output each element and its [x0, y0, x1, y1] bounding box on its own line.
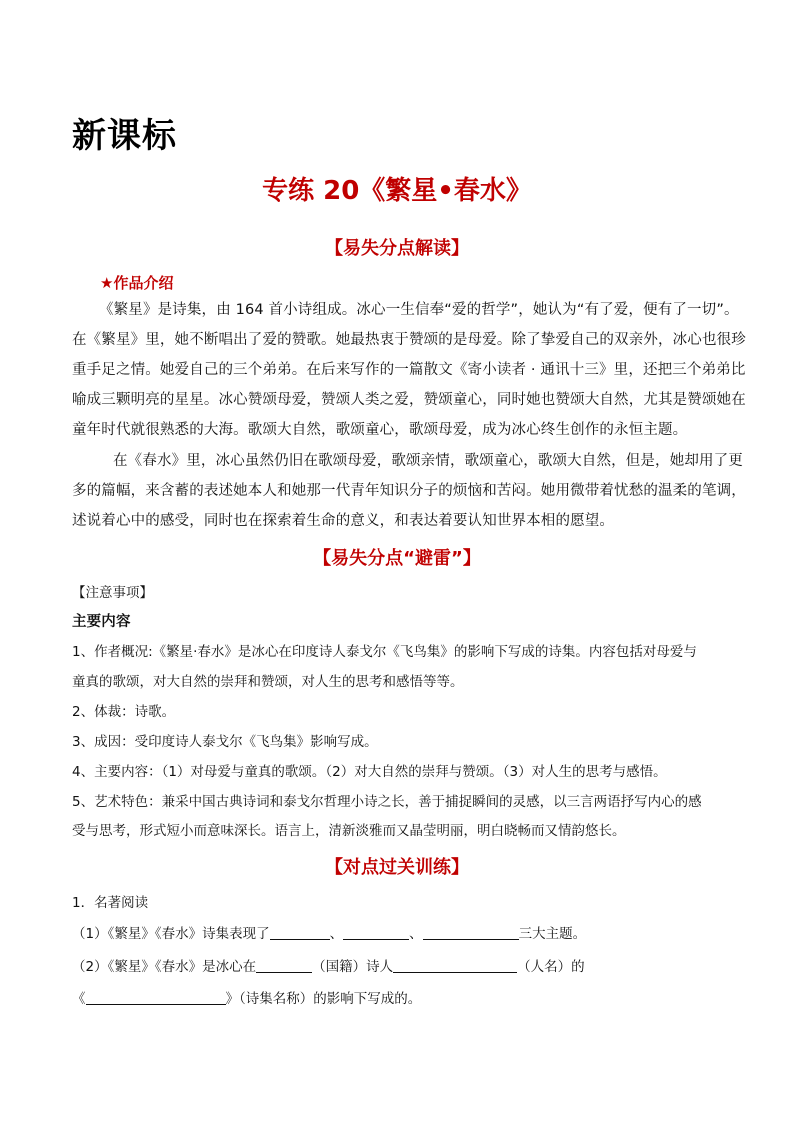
answer-blank[interactable]	[86, 990, 226, 1005]
list-item: 2、体裁：诗歌。	[72, 704, 176, 720]
paragraph-line: 《繁星》是诗集，由 164 首小诗组成。冰心一生信奉“爱的哲学”，她认为“有了爱，便有了一切”。	[99, 302, 739, 318]
work-intro-heading: ★作品介绍	[100, 274, 174, 292]
list-item: 1、作者概况:《繁星·春水》是冰心在印度诗人泰戈尔《飞鸟集》的影响下写成的诗集。内容包括对母爱与	[72, 644, 697, 660]
question-line-3	[72, 987, 421, 1007]
question-text: （2）《繁星》《春水》是冰心在	[72, 959, 257, 975]
answer-blank[interactable]	[256, 958, 312, 973]
paragraph-line: 童年时代就很熟悉的大海。歌颂大自然，歌颂童心，歌颂母爱，成为冰心终生创作的永恒主题。	[72, 422, 688, 438]
paragraph-line: 在《春水》里，冰心虽然仍旧在歌颂母爱，歌颂亲情，歌颂童心，歌颂大自然，但是，她却用了更	[113, 453, 743, 469]
question-text: 》（诗集名称）的影响下写成的。	[225, 991, 422, 1007]
answer-blank[interactable]	[393, 958, 517, 973]
section-heading-practice: 【对点过关训练】	[325, 857, 469, 878]
section-heading-pitfalls: 【易失分点“避雷”】	[313, 548, 481, 569]
notes-label: 【注意事项】	[72, 585, 153, 601]
question-text: （国籍）诗人	[312, 959, 394, 975]
answer-blank[interactable]	[423, 925, 519, 940]
answer-blank[interactable]	[343, 925, 409, 940]
paragraph-line: 多的篇幅，来含蓄的表述她本人和她那一代青年知识分子的烦恼和苦闷。她用微带着忧愁的温柔的笔调，	[72, 483, 746, 499]
question-text: 三大主题。	[518, 926, 587, 942]
list-item: 3、成因：受印度诗人泰戈尔《飞鸟集》影响写成。	[72, 734, 378, 750]
list-item-continued: 受与思考，形式短小而意味深长。语言上，清新淡雅而又晶莹明丽，明白晓畅而又情韵悠长。	[72, 823, 626, 839]
list-item: 5、艺术特色：兼采中国古典诗词和泰戈尔哲理小诗之长，善于捕捉瞬间的灵感，以三言两语抒写内心的感	[72, 794, 702, 810]
separator: 、	[409, 926, 423, 942]
question-line-2	[72, 955, 585, 975]
paragraph-line: 喻成三颗明亮的星星。冰心赞颂母爱，赞颂人类之爱，赞颂童心，同时她也赞颂大自然，尤其是赞颂她在	[72, 392, 746, 408]
separator: 、	[329, 926, 344, 942]
question-text: （1）《繁星》《春水》诗集表现了	[72, 926, 270, 942]
list-item: 4、主要内容：（1）对母爱与童真的歌颂。（2）对大自然的崇拜与赞颂。（3）对人生的思考与感悟。	[72, 764, 667, 780]
paragraph-line: 重手足之情。她爱自己的三个弟弟。在后来写作的一篇散文《寄小读者 · 通讯十三》里，还把三个弟弟比	[72, 362, 746, 378]
section-heading-interpretation: 【易失分点解读】	[325, 238, 469, 259]
paragraph-line: 在《繁星》里，她不断唱出了爱的赞歌。她最热衷于赞颂的是母爱。除了挚爱自己的双亲外，冰心也很珍	[72, 332, 746, 348]
list-item-continued: 童真的歌颂，对大自然的崇拜和赞颂，对人生的思考和感悟等等。	[72, 674, 464, 690]
brand-title: 新课标	[72, 116, 177, 156]
question-line-1	[72, 922, 586, 942]
answer-blank[interactable]	[270, 925, 330, 940]
question-label: 1．名著阅读	[72, 895, 149, 911]
document-title: 专练 20《繁星•春水》	[262, 176, 532, 206]
paragraph-line: 述说着心中的感受，同时也在探索着生命的意义，和表达着要认知世界本相的愿望。	[72, 513, 615, 529]
question-text: （人名）的	[517, 959, 585, 975]
question-text: 《	[72, 991, 86, 1007]
main-content-label: 主要内容	[72, 614, 131, 630]
